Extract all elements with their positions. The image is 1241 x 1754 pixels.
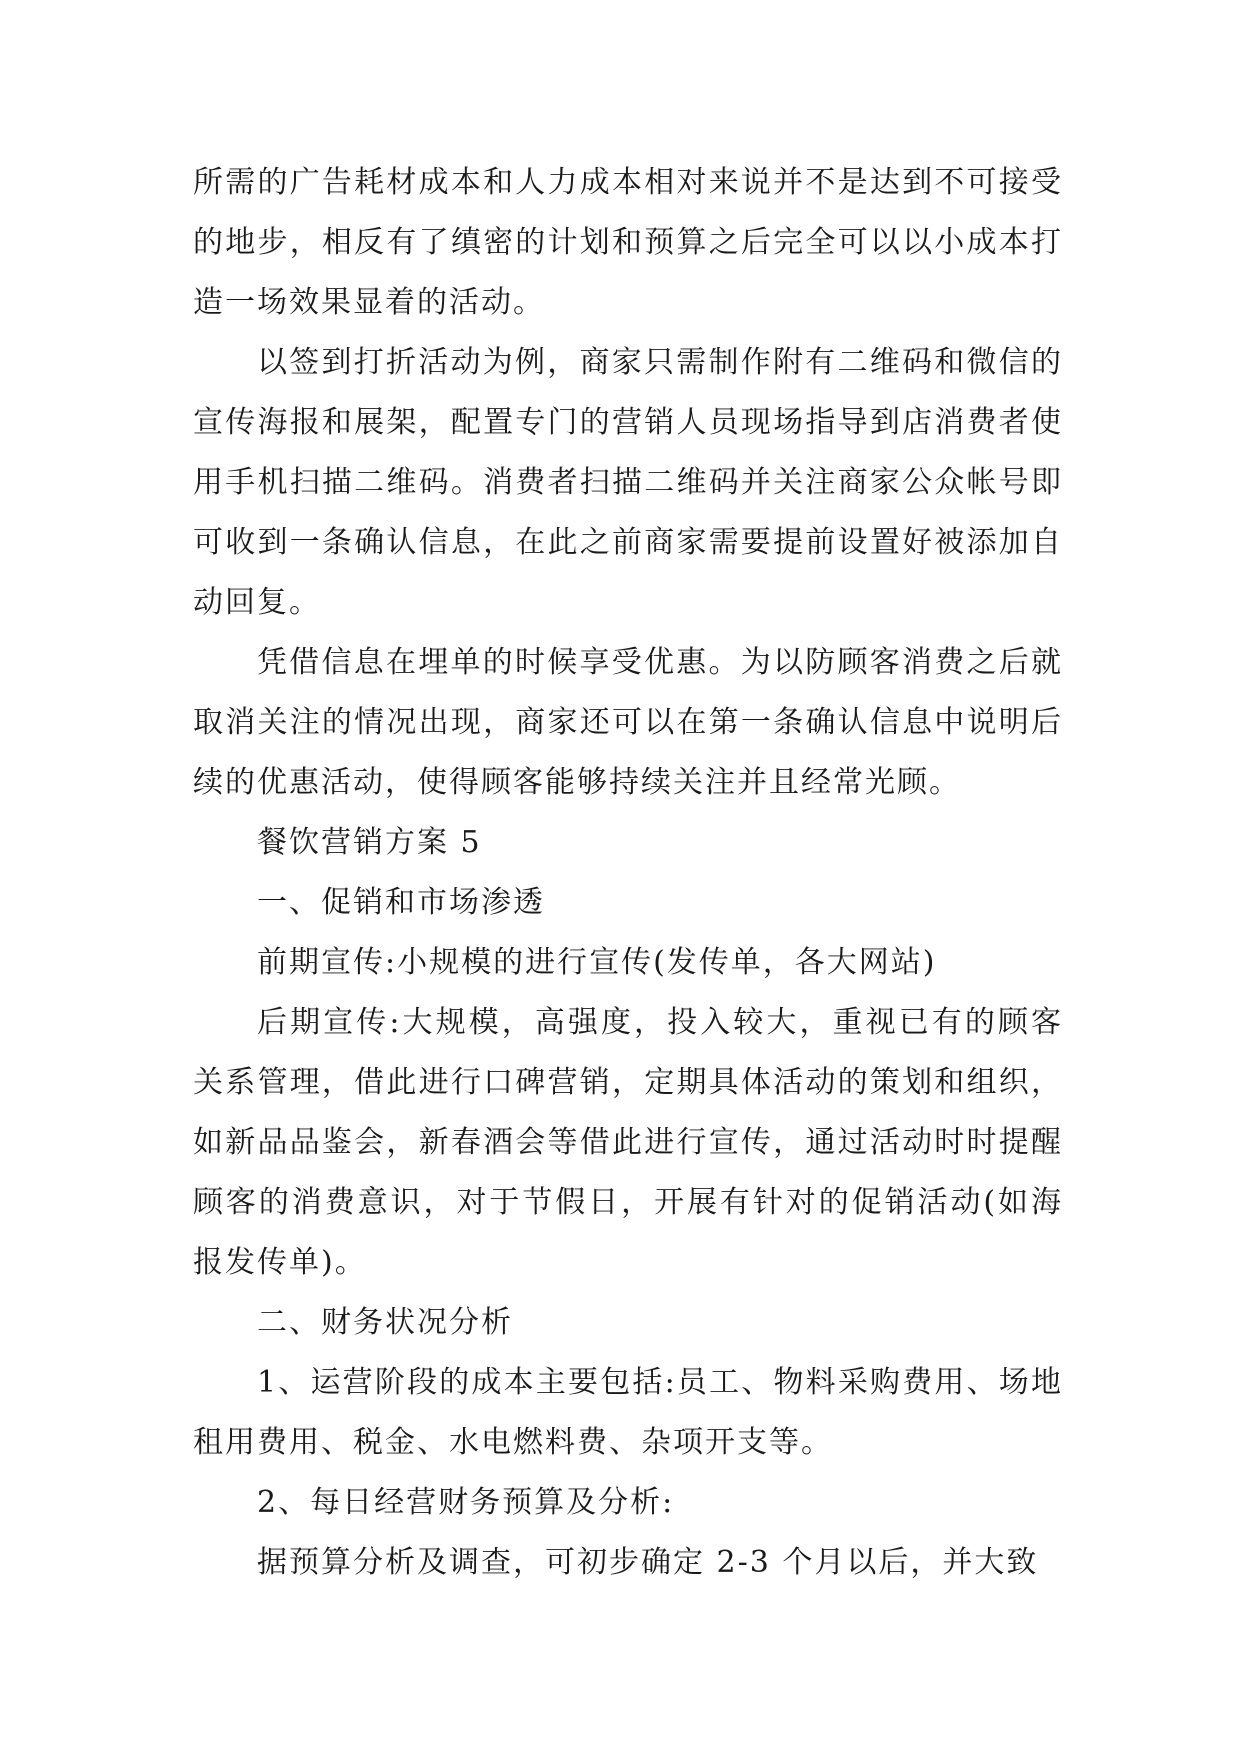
paragraph-early-promo: 前期宣传:小规模的进行宣传(发传单，各大网站) xyxy=(257,945,937,980)
heading-finance: 二、财务状况分析 xyxy=(257,1305,513,1340)
paragraph-costs: 1、运营阶段的成本主要包括:员工、物料采购费用、场地租用费用、税金、水电燃料费、杂项开支等。 xyxy=(193,1365,1063,1460)
paragraph-late-promo: 后期宣传:大规模，高强度，投入较大，重视已有的顾客关系管理，借此进行口碑营销，定期具体活动的策划和组织，如新品品鉴会，新春酒会等借此进行宣传，通过活动时时提醒顾客的消费意识，对于节假日，开展有针对的促销活动(如海报发传单)。 xyxy=(193,1005,1063,1280)
paragraph-checkin-example: 以签到打折活动为例，商家只需制作附有二维码和微信的宣传海报和展架，配置专门的营销人员现场指导到店消费者使用手机扫描二维码。消费者扫描二维码并关注商家公众帐号即可收到一条确认信息，在此之前商家需要提前设置好被添加自动回复。 xyxy=(193,345,1063,620)
document-body xyxy=(193,153,1063,1593)
paragraph-daily-budget: 2、每日经营财务预算及分析: xyxy=(257,1485,675,1520)
paragraph-discount: 凭借信息在埋单的时候享受优惠。为以防顾客消费之后就取消关注的情况出现，商家还可以在第一条确认信息中说明后续的优惠活动，使得顾客能够持续关注并且经常光顾。 xyxy=(193,645,1063,800)
section-title: 餐饮营销方案 5 xyxy=(257,825,482,860)
paragraph-budget-analysis: 据预算分析及调查，可初步确定 2-3 个月以后，并大致 xyxy=(257,1545,1039,1580)
heading-promotion: 一、促销和市场渗透 xyxy=(257,885,545,920)
paragraph-continued: 所需的广告耗材成本和人力成本相对来说并不是达到不可接受的地步，相反有了缜密的计划和预算之后完全可以以小成本打造一场效果显着的活动。 xyxy=(193,165,1063,320)
